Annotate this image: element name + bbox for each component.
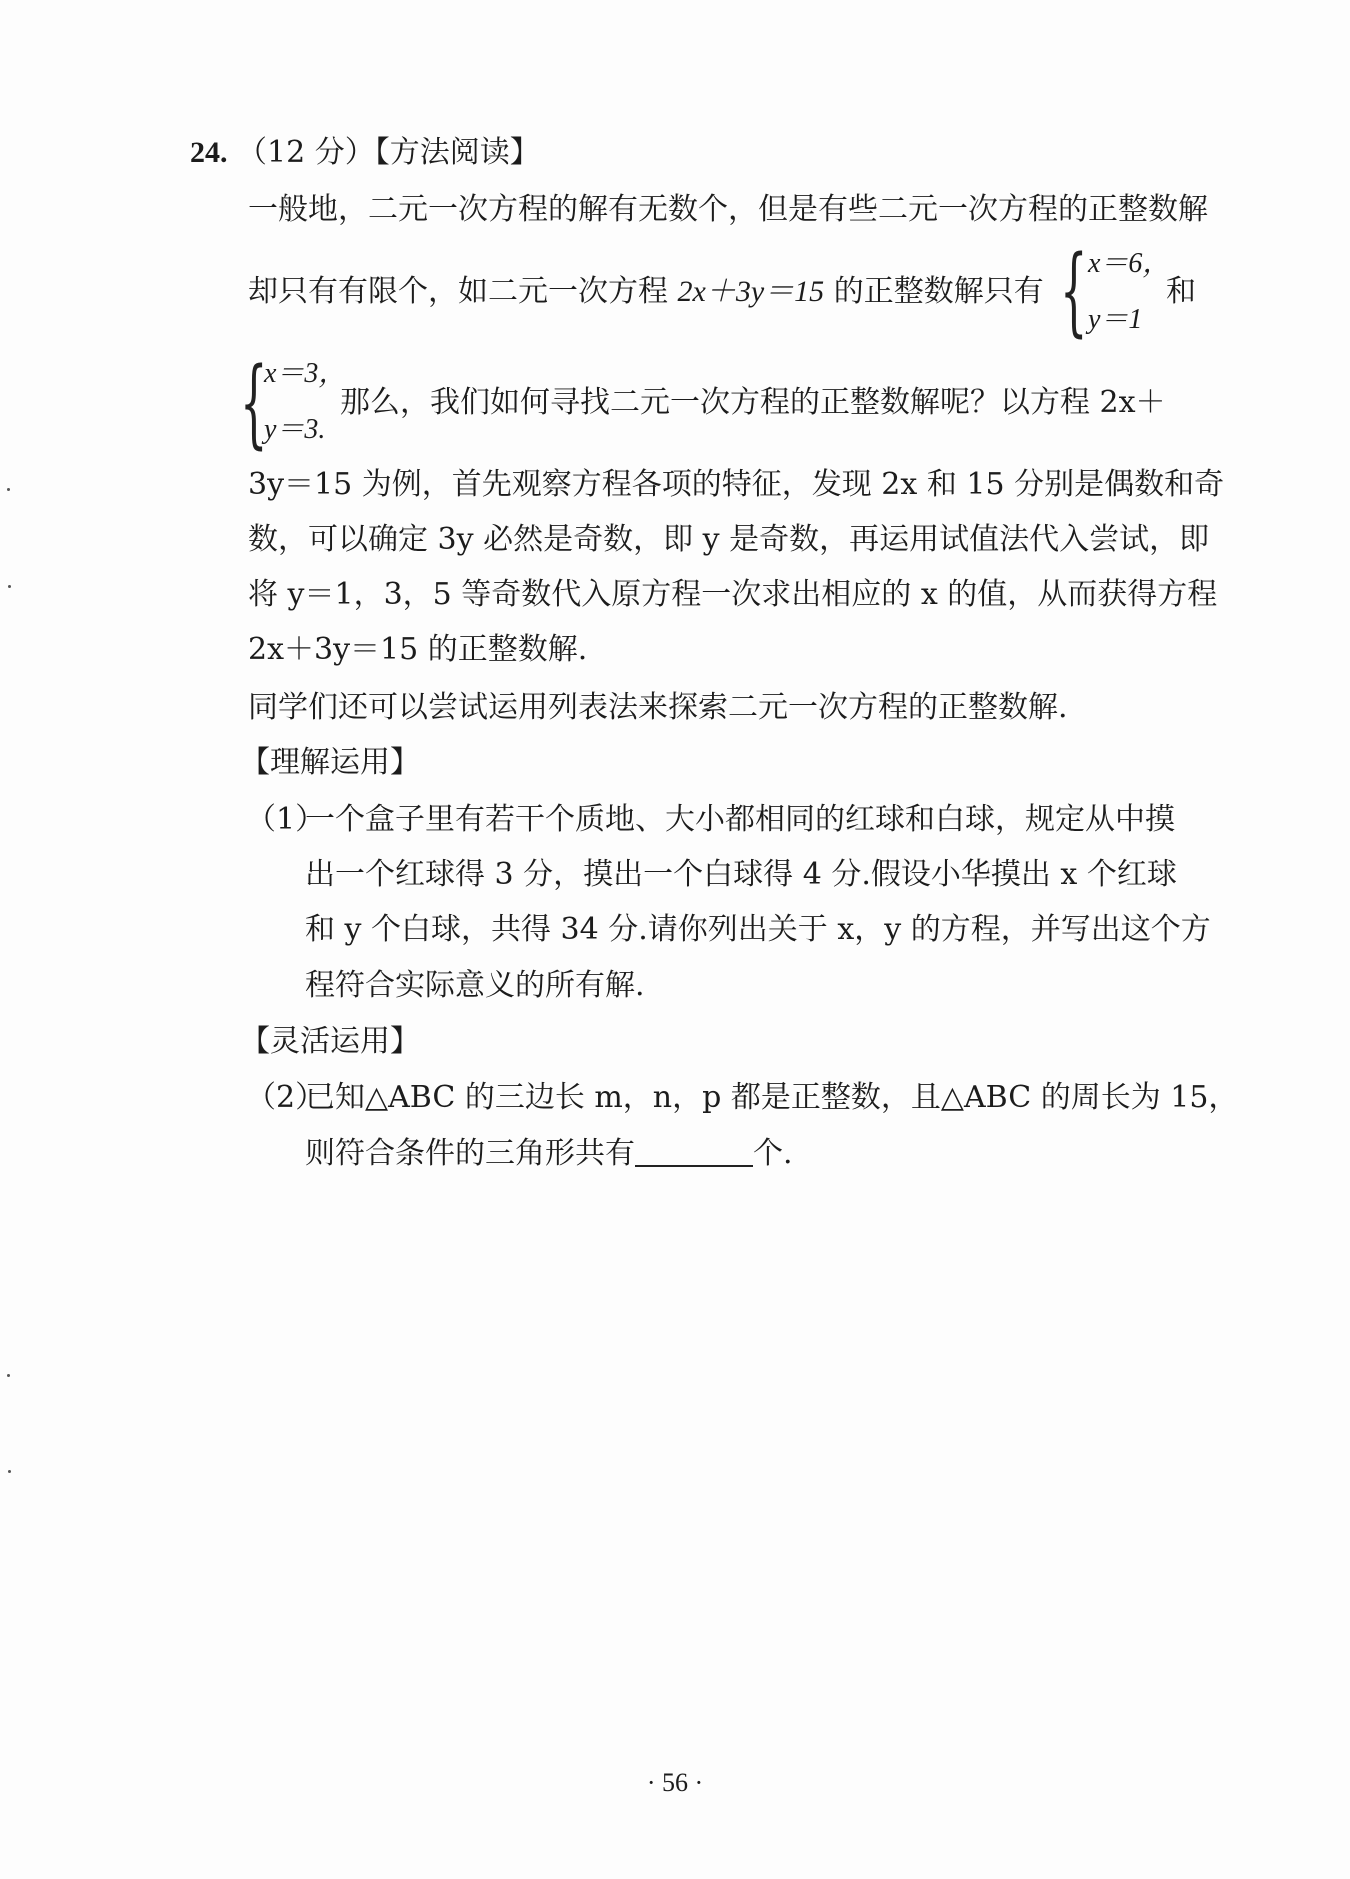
question-score: （12 分）	[237, 135, 375, 170]
question-number: 24.	[190, 136, 228, 169]
solution-1-y: y＝1	[1088, 304, 1143, 335]
reading-line-2	[248, 272, 1044, 312]
section-method-reading: 【方法阅读】	[374, 135, 540, 170]
left-brace-icon: {	[1060, 235, 1088, 347]
part-1-line-3: 和 y 个白球，共得 34 分.请你列出关于 x，y 的方程，并写出这个方	[305, 912, 1211, 947]
part-1-label: （1）	[246, 802, 326, 837]
part-2-line-2-text: 则符合条件的三角形共有	[305, 1136, 635, 1171]
reading-line-2-text: 却只有有限个，如二元一次方程	[248, 274, 678, 309]
part-1-line-1: 一个盒子里有若干个质地、大小都相同的红球和白球，规定从中摸	[305, 802, 1175, 837]
solution-2-y: y＝3.	[264, 414, 326, 445]
reading-line-8: 同学们还可以尝试运用列表法来探索二元一次方程的正整数解.	[248, 690, 1068, 725]
scan-speck	[8, 1470, 11, 1473]
part-2-line-2	[305, 1134, 793, 1174]
reading-line-5: 数，可以确定 3y 必然是奇数，即 y 是奇数，再运用试值法代入尝试，即	[248, 522, 1210, 557]
example-equation: 2x＋3y＝15	[677, 275, 825, 308]
scan-speck	[7, 1374, 10, 1377]
reading-line-7: 2x＋3y＝15 的正整数解.	[248, 632, 588, 667]
part-1-line-4: 程符合实际意义的所有解.	[305, 968, 645, 1003]
part-2-line-1: 已知△ABC 的三边长 m，n，p 都是正整数，且△ABC 的周长为 15，	[305, 1080, 1239, 1115]
reading-line-6: 将 y＝1，3，5 等奇数代入原方程一次求出相应的 x 的值，从而获得方程	[248, 577, 1218, 612]
part-1-line-2: 出一个红球得 3 分，摸出一个白球得 4 分.假设小华摸出 x 个红球	[305, 857, 1177, 892]
part-2-line-2-suffix: 个.	[753, 1136, 793, 1171]
reading-line-2-text-after: 的正整数解只有	[824, 274, 1044, 309]
solution-1-x: x＝6，	[1088, 248, 1171, 279]
reading-line-1: 一般地，二元一次方程的解有无数个，但是有些二元一次方程的正整数解	[248, 192, 1208, 227]
solution-2-x: x＝3，	[264, 358, 347, 389]
section-understanding: 【理解运用】	[240, 745, 420, 780]
and-word: 和	[1166, 274, 1196, 309]
page-number: · 56 ·	[646, 1768, 704, 1797]
scan-speck	[8, 585, 11, 588]
question-header	[190, 133, 540, 173]
part-2-label: （2）	[246, 1080, 326, 1115]
reading-line-4: 3y＝15 为例，首先观察方程各项的特征，发现 2x 和 15 分别是偶数和奇	[248, 467, 1225, 502]
scan-speck	[7, 488, 10, 491]
reading-line-3: 那么，我们如何寻找二元一次方程的正整数解呢？以方程 2x＋	[340, 385, 1166, 420]
left-brace-icon: {	[240, 347, 268, 459]
answer-blank[interactable]	[635, 1135, 753, 1167]
section-flexible: 【灵活运用】	[240, 1024, 420, 1059]
